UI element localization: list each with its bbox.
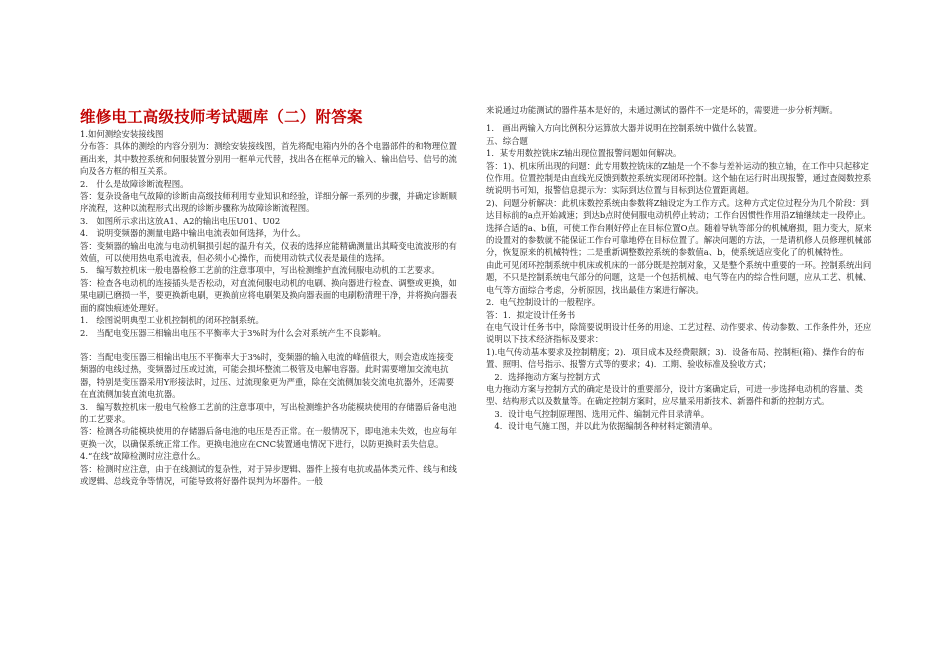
- answer-design-requirements: 1).电气传动基本要求及控制精度；2)．项目成本及经费限额；3)．设备布局、控制柜(箱)、操作台的布置、照明、信号指示、报警方式等的要求；4)．工期、验收标准及验收方式；: [486, 346, 865, 370]
- answer-online-test: 答：检测时应注意，由于在线测试的复杂性，对于异步逻辑、器件上接有电抗或晶体类元件、线与和线或逻辑、总线竞争等情况，可能导致将好器件误判为坏器件。一般: [80, 463, 457, 486]
- question-battery: 3. 编写数控机床一般电气检修工艺前的注意事项中，写出检测维护各功能模块使用的存储器后备电池的工艺要求。: [80, 401, 457, 424]
- answer-battery: 答：检测各功能模块使用的存储器后备电池的电压是否正常。在一般情况下，即电池未失效，也应每年更换一次，以确保系统正常工作。更换电池应在CNC装置通电情况下进行，以防更换时丢失信息。: [80, 426, 457, 449]
- answer-z-axis-summary: 由此可见闭环控制系统中机床或机床的一部分既是控制对象，又是整个系统中重要的一环。控制系统出问题，不只是控制系统电气部分的问题，这是一个包括机械、电气等在内的综合性问题，应从工艺、机械、电气等方面综合考虑，分析原因，找出最佳方案进行解决。: [486, 259, 872, 295]
- question-3: 3. 如图所示求出这放A1、A2的输出电压U01、U02: [80, 215, 281, 226]
- question-design-procedure: 2．电气控制设计的一般程序。: [486, 297, 601, 308]
- left-column: [80, 104, 460, 487]
- question-2: 2. 什么是故障诊断流程图。: [80, 178, 189, 189]
- drawing-question-2: 2. 当配电变压器三相输出电压不平衡率大于3%时为什么会对系统产生不良影响。: [80, 327, 387, 338]
- answer-2: 答：复杂设备电气故障的诊断由高级技师利用专业知识和经验，详细分解一系列的步骤，并确定诊断顺序流程，这种以流程形式出现的诊断步骤称为故障诊断流程图。: [80, 191, 457, 214]
- answer-design-step-1-text: 在电气设计任务书中，除简要说明设计任务的用途、工艺过程、动作要求、传动参数、工作条件外，还应说明以下技术经济指标及要求：: [486, 321, 872, 345]
- answer-design-step-4: 4．设计电气施工图，并以此为依据编制各种材料定额清单。: [486, 421, 718, 432]
- answer-design-step-2: 2．选择拖动方案与控制方式: [486, 371, 601, 382]
- answer-4: 答：变频器的输出电流与电动机铜损引起的温升有关，仪表的选择应能精确测量出其畸变电流波形的有效值，可以使用热电系电流表，但必须小心操作，而使用动铁式仪表是最佳的选择。: [80, 240, 457, 264]
- question-4: 4. 说明变频器的测量电路中输出电流表如何选择，为什么。: [80, 228, 306, 239]
- answer-z-axis-2: 2)、问题分析解决：此机床数控系统由参数将Z轴设定为工作方式。这种方式定位过程分为几个阶段：到达目标前的a点开始减速；到达b点时使伺服电动机停止转动；工作台因惯性作用沿Z轴继续走一段停止。选择合适的a、b值，可使工作台刚好停止在目标位置O点。随着导轨等部分的机械磨损，阻力变大，原来的设置对的参数就不能保证工作台可靠地停在目标位置了。解决问题的方法，一是请机修人员修理机械部分，恢复原来的机械特性；二是重新调整数控系统的参数值a、b，使系统适应变化了的机械特性。: [486, 197, 872, 258]
- answer-design-step-1: 答：1．拟定设计任务书: [486, 309, 576, 320]
- blank-line: [80, 339, 460, 351]
- answer-design-step-3: 3．设计电气控制原理图、选用元件、编制元件目录清单。: [486, 408, 710, 419]
- drawing-question-opamp: 1. 画出两输入方向比例积分运算放大器并说明在控制系统中做什么装置。: [486, 123, 762, 134]
- right-column: [486, 104, 876, 433]
- section-heading-comprehensive: 五、综合题: [486, 135, 528, 146]
- answer-design-step-2-text: 电力拖动方案与控制方式的确定是设计的重要部分，设计方案确定后，可进一步选择电动机的容量、类型、结构形式以及数量等。在确定控制方案时，应尽量采用新技术、新器件和新的控制方式。: [486, 383, 863, 407]
- question-1: 1.如何测绘安装接线图: [80, 129, 164, 139]
- drawing-question-1: 1. 绘图说明典型工业机控制机的闭环控制系统。: [80, 315, 264, 326]
- question-5: 5. 编写数控机床一般电器检修工艺前的注意事项中，写出检测维护直流伺服电动机的工艺要求。: [80, 265, 440, 276]
- answer-voltage-imbalance: 答：当配电变压器三相输出电压不平衡率大于3%时，变频器的输入电流的峰值很大，则会造成连接变频器的电线过热，变频器过压或过流，可能会损坏整流二极管及电解电容器。此时需要增加交流电抗器，特别是变压器采用Y形接法时，过压、过流现象更为严重，除在交流侧加装交流电抗器外，还需要在直流侧加装直流电抗器。: [80, 351, 455, 400]
- answer-z-axis-1: 答：1)、机床所出现的问题：此专用数控铣床的Z轴是一个不参与差补运动的独立轴，在工作中只起移定位作用。位置控制是由直线光反馈到数控系统实现闭环控制。这个轴在运行时出现报警，通过查阅数控系统说明书可知，报警信息提示为：实际到达位置与目标到达位置距离超。: [486, 160, 872, 196]
- answer-online-test-cont: 来说通过功能测试的器件基本是好的，未通过测试的器件不一定是坏的，需要进一步分析判断。: [486, 105, 838, 115]
- question-z-axis: 1．某专用数控铣床Z轴出现位置报警问题如何解决。: [486, 148, 682, 159]
- answer-1: 分布答：具体的测绘的内容分别为：测绘安装接线图，首先将配电箱内外的各个电器部件的和物理位置画出来，其中数控系统和伺服装置分别用一框单元代替，找出各在框单元的输入、输出信号、信号的流向及各方框的相互关系。: [80, 141, 457, 177]
- answer-5: 答：检查各电动机的连接插头是否松动，对直流伺服电动机的电刷、换向器进行检查、调整或更换，如果电刷已磨损一半，要更换新电刷，更换前应将电刷架及换向器表面的电刷粉清理干净，并将换向器表面的腐蚀痕迹处理好。: [80, 277, 457, 313]
- question-online-test: 4.“在线”故障检测时应注意什么。: [80, 451, 206, 462]
- document-title: 维修电工高级技师考试题库（二）附答案: [80, 108, 363, 126]
